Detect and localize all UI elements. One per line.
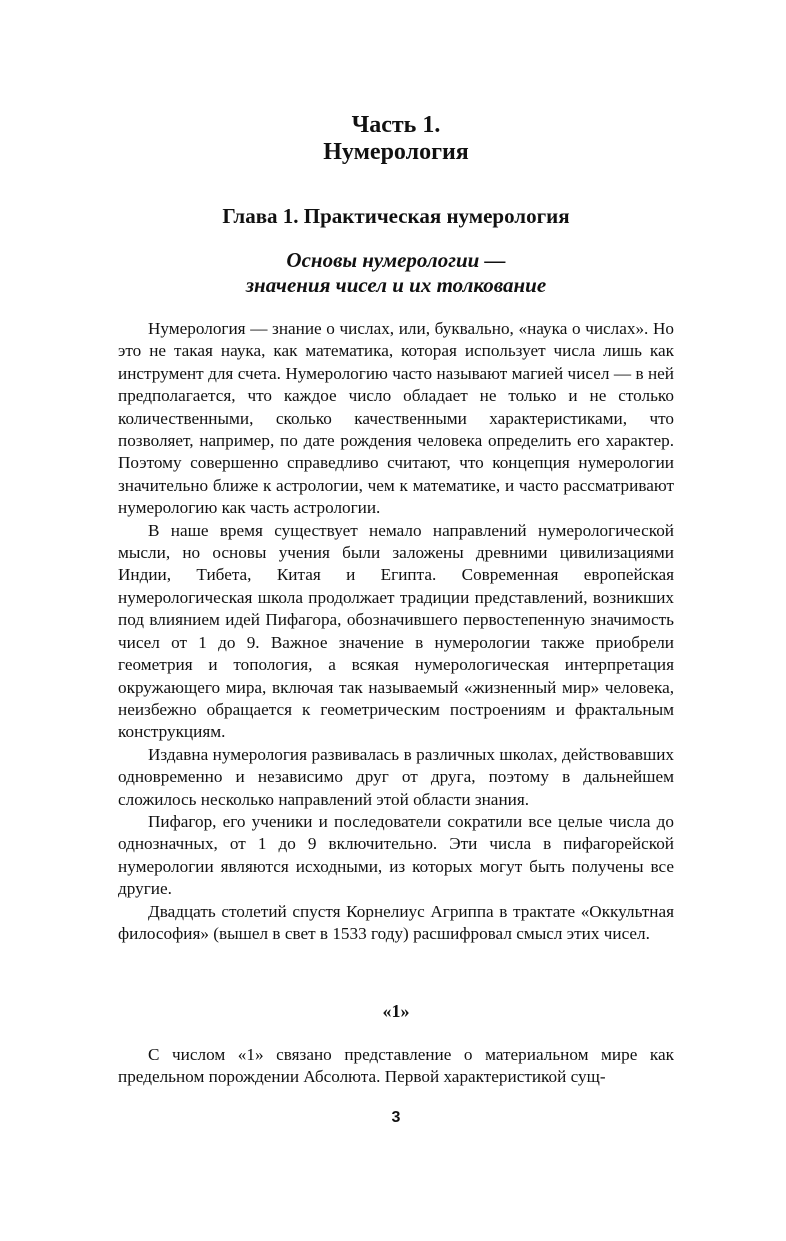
chapter-title: Глава 1. Практическая нумерология [222,204,570,228]
paragraph: Пифагор, его ученики и последователи сократили все целые числа до однозначных, от 1 до 9 включительно. Эти числа в пифагорейской нумерологии являются исходными, из которых могут быть получены все другие. [118,811,674,899]
part-title-line-1: Часть 1. [351,112,441,138]
section-title-line-1: Основы нумерологии — [286,248,506,272]
body-text [118,318,674,945]
section-title [118,248,674,298]
paragraph: С числом «1» связано представление о материальном мире как предельном порождении Абсолюта. Первой характеристикой сущ- [118,1045,674,1087]
paragraph: Двадцать столетий спустя Корнелиус Агриппа в трактате «Оккультная философия» (вышел в свет в 1533 году) расшифровал смысл этих чисел. [118,901,674,943]
section-title-line-2: значения чисел и их толкование [245,273,547,297]
page-number: 3 [391,1109,401,1126]
part-title [118,112,674,166]
paragraph: Нумерология — знание о числах, или, буквально, «наука о числах». Но это не такая наука, как математика, которая использует числа лишь как инструмент для счета. Нумерологию часто называют магией чисел — в ней предполагается, что каждое число обладает не только и не столько количественными, сколько качественными характеристиками, что позволяет, например, по дате рождения человека определить его характер. Поэтому совершенно справедливо считают, что концепция нумерологии значительно ближе к астрологии, чем к математике, и часто рассматривают нумерологию как часть астрологии. [118,319,674,518]
paragraph: Издавна нумерология развивалась в различных школах, действовавших одновременно и независимо друг от друга, поэтому в дальнейшем сложилось несколько направлений этой области знания. [118,744,674,809]
book-page [118,112,674,1126]
part-title-line-2: Нумерология [323,139,469,165]
numeral-heading: «1» [382,1001,410,1021]
closing-text [118,1044,674,1089]
paragraph: В наше время существует немало направлений нумерологической мысли, но основы учения были заложены древними цивилизациями Индии, Тибета, Китая и Египта. Современная европейская нумерологическая школа продолжает традиции представлений, возникших под влиянием идей Пифагора, обозначившего первостепенную значимость чисел от 1 до 9. Важное значение в нумерологии также приобрели геометрия и топология, а всякая нумерологическая интерпретация окружающего мира, включая так называемый «жизненный мир» человека, неизбежно обращается к геометрическим построениям и фрактальным конструкциям. [118,520,674,742]
